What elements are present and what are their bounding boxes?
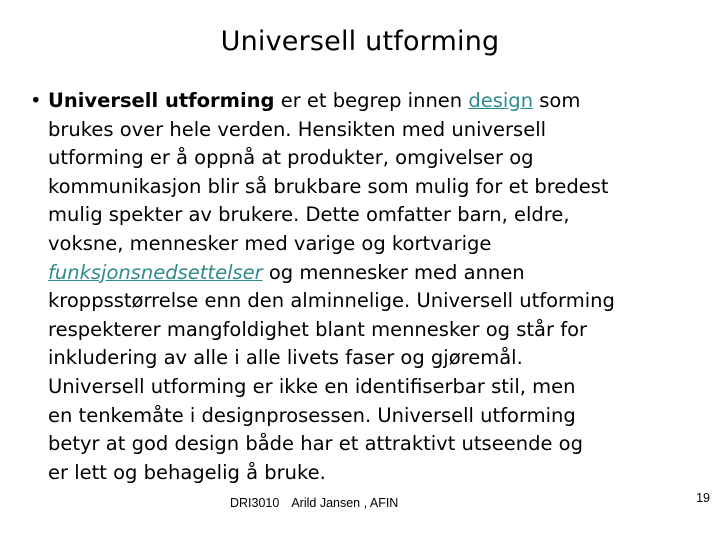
- bullet-marker: •: [30, 89, 42, 112]
- body-line: [48, 87, 708, 116]
- body-line: brukes over hele verden. Hensikten med universell: [48, 117, 547, 141]
- body-line: inkludering av alle i alle livets faser og gjøremål.: [48, 346, 523, 370]
- body-line: er lett og behagelig å bruke.: [48, 460, 326, 484]
- footer-course: DRI3010: [230, 496, 280, 510]
- body-text: og mennesker med annen: [262, 260, 525, 284]
- slide-title: Universell utforming: [220, 26, 500, 57]
- body-line: utforming er å oppnå at produkter, omgivelser og: [48, 146, 534, 170]
- body-line: kommunikasjon blir så brukbare som mulig for et bredest: [48, 174, 609, 198]
- body-line: en tenkemåte i designprosessen. Universell utforming: [48, 403, 576, 427]
- body-line: Universell utforming er ikke en identifiserbar stil, men: [48, 374, 576, 398]
- slide-footer: [230, 495, 398, 511]
- body-paragraph: [48, 87, 708, 487]
- body-line: [48, 259, 708, 288]
- body-text: er et begrep innen: [274, 89, 469, 112]
- term-highlight: Universell utforming: [48, 89, 275, 112]
- body-line: voksne, mennesker med varige og kortvarige: [48, 231, 492, 255]
- footer-author: Arild Jansen , AFIN: [291, 496, 399, 510]
- body-line: mulig spekter av brukere. Dette omfatter barn, eldre,: [48, 203, 570, 227]
- funksjonsnedsettelser-link[interactable]: funksjonsnedsettelser: [48, 260, 263, 284]
- body-line: respekterer mangfoldighet blant mennesker og står for: [48, 317, 588, 341]
- body-line: betyr at god design både har et attraktivt utseende og: [48, 432, 583, 456]
- page-number: 19: [696, 491, 710, 505]
- body-line: kroppsstørrelse enn den alminnelige. Universell utforming: [48, 289, 615, 313]
- body-text: som: [533, 89, 581, 112]
- design-link[interactable]: design: [468, 89, 534, 112]
